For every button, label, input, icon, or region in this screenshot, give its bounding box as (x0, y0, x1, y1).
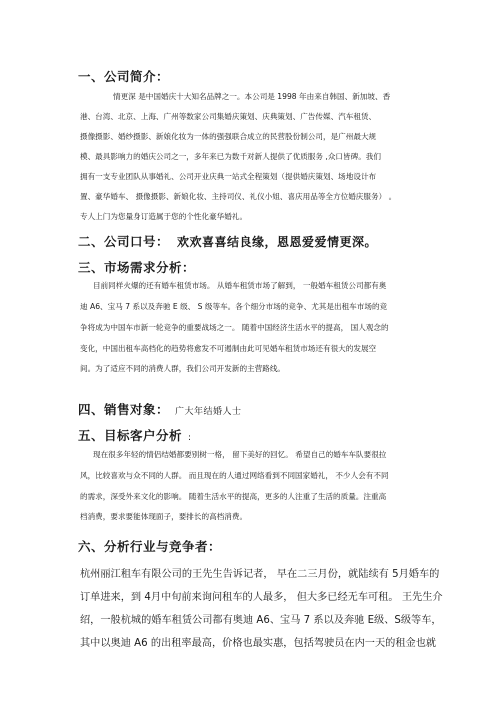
sales-target: 广大年结婚人士 (175, 407, 242, 417)
s1-line-5: 拥有一支专业团队从事婚礼、公司开业庆典一站式全程策划（提供婚庆策划、场地设计布 (80, 172, 377, 181)
s5-line-2: 风，比较喜欢与众不同的人群。 而且现在的人通过网络看到不同国家婚礼， 不少人会有不同 (80, 471, 389, 480)
section-5-title: 五、目标客户分析 (78, 428, 183, 443)
s6-line-2: 订单进来，到 4月中旬前来询问租车的人最多， 但大多已经无车可租。 王先生介 (80, 592, 443, 603)
s6-line-3: 绍，一般杭城的婚车租赁公司都有奥迪 A6、宝马 7 系以及奔驰 E级、S级等车， (80, 615, 442, 626)
section-1-heading: 一、公司简介： (78, 69, 170, 84)
section-3-heading: 三、市场需求分析： (78, 260, 196, 275)
s1-line-3: 摄像摄影、婚纱摄影、新娘化妆为一体的强强联合成立的民营股份制公司，是广州最大规 (80, 132, 377, 141)
section-4-title: 四、销售对象： (78, 402, 170, 417)
company-slogan: 欢欢喜喜结良缘，恩恩爱爱情更深。 (177, 235, 378, 249)
section-5-heading (78, 426, 192, 444)
s1-line-4: 模、最具影响力的婚庆公司之一，多年来已为数千对新人提供了优质服务 ,众口皆碑。我们 (80, 152, 381, 161)
s3-line-2: 迪 A6、宝马 7 系以及奔驰 E 级、 S 级等车。各个细分市场的竞争、尤其是出租车市场的竞 (80, 302, 388, 311)
s3-line-4: 变化，中国出租车高档化的趋势将愈发不可遏制由此可见婚车租赁市场还有很大的发展空 (80, 344, 377, 353)
s1-line-7: 专人上门为您量身订造属于您的个性化豪华婚礼。 (80, 212, 248, 221)
s1-line-6: 置、豪华婚车、 摄像摄影、新娘化妆、主持司仪、礼仪小姐、喜庆用品等全方位婚庆服务） 。 (80, 192, 397, 201)
section-2-title: 二、公司口号： (78, 234, 170, 249)
section-4-heading (78, 400, 242, 418)
section-2-heading (78, 232, 377, 250)
s3-line-5: 间。为了适应不同的消费人群，我们公司开发新的主营路线。 (80, 364, 286, 373)
s1-line-1: 情更深 是中国婚庆十大知名品牌之一。本公司是 1998 年由来自韩国、新加坡、香 (113, 92, 391, 101)
s5-line-4: 档消费，要求要能体现面子，要排长的高档消费。 (80, 512, 248, 521)
s6-line-4: 其中以奥迪 A6 的出租率最高，价格也最实惠，包括驾驶员在内一天的租金也就 (80, 638, 437, 649)
section-5-colon: : (188, 433, 192, 443)
s5-line-3: 的需求，深受外来文化的影响。 随着生活水平的提高，更多的人注重了生活的质量。注重高 (80, 492, 387, 501)
s3-line-3: 争将成为中国车市新一轮竞争的重要战场之一。 随着中国经济生活水平的提高， 国人观念的 (80, 323, 389, 332)
s1-line-2: 港、台湾、北京、上海、广州等数家公司集婚庆策划、庆典策划、广告传媒、汽车租赁、 (80, 112, 377, 121)
s6-line-1: 杭州丽江租车有限公司的王先生告诉记者， 早在二三月份，就陆续有 5月婚车的 (80, 569, 440, 580)
section-6-heading: 六、分析行业与竞争者： (78, 539, 222, 554)
s3-line-1: 目前同样火爆的还有婚车租赁市场。 从婚车租赁市场了解到， 一般婚车租赁公司都有奥 (93, 281, 387, 290)
s5-line-1: 现在很多年轻的情侣结婚都要别树一格， 留下美好的回忆。 希望自己的婚车车队要很拉 (93, 450, 387, 459)
